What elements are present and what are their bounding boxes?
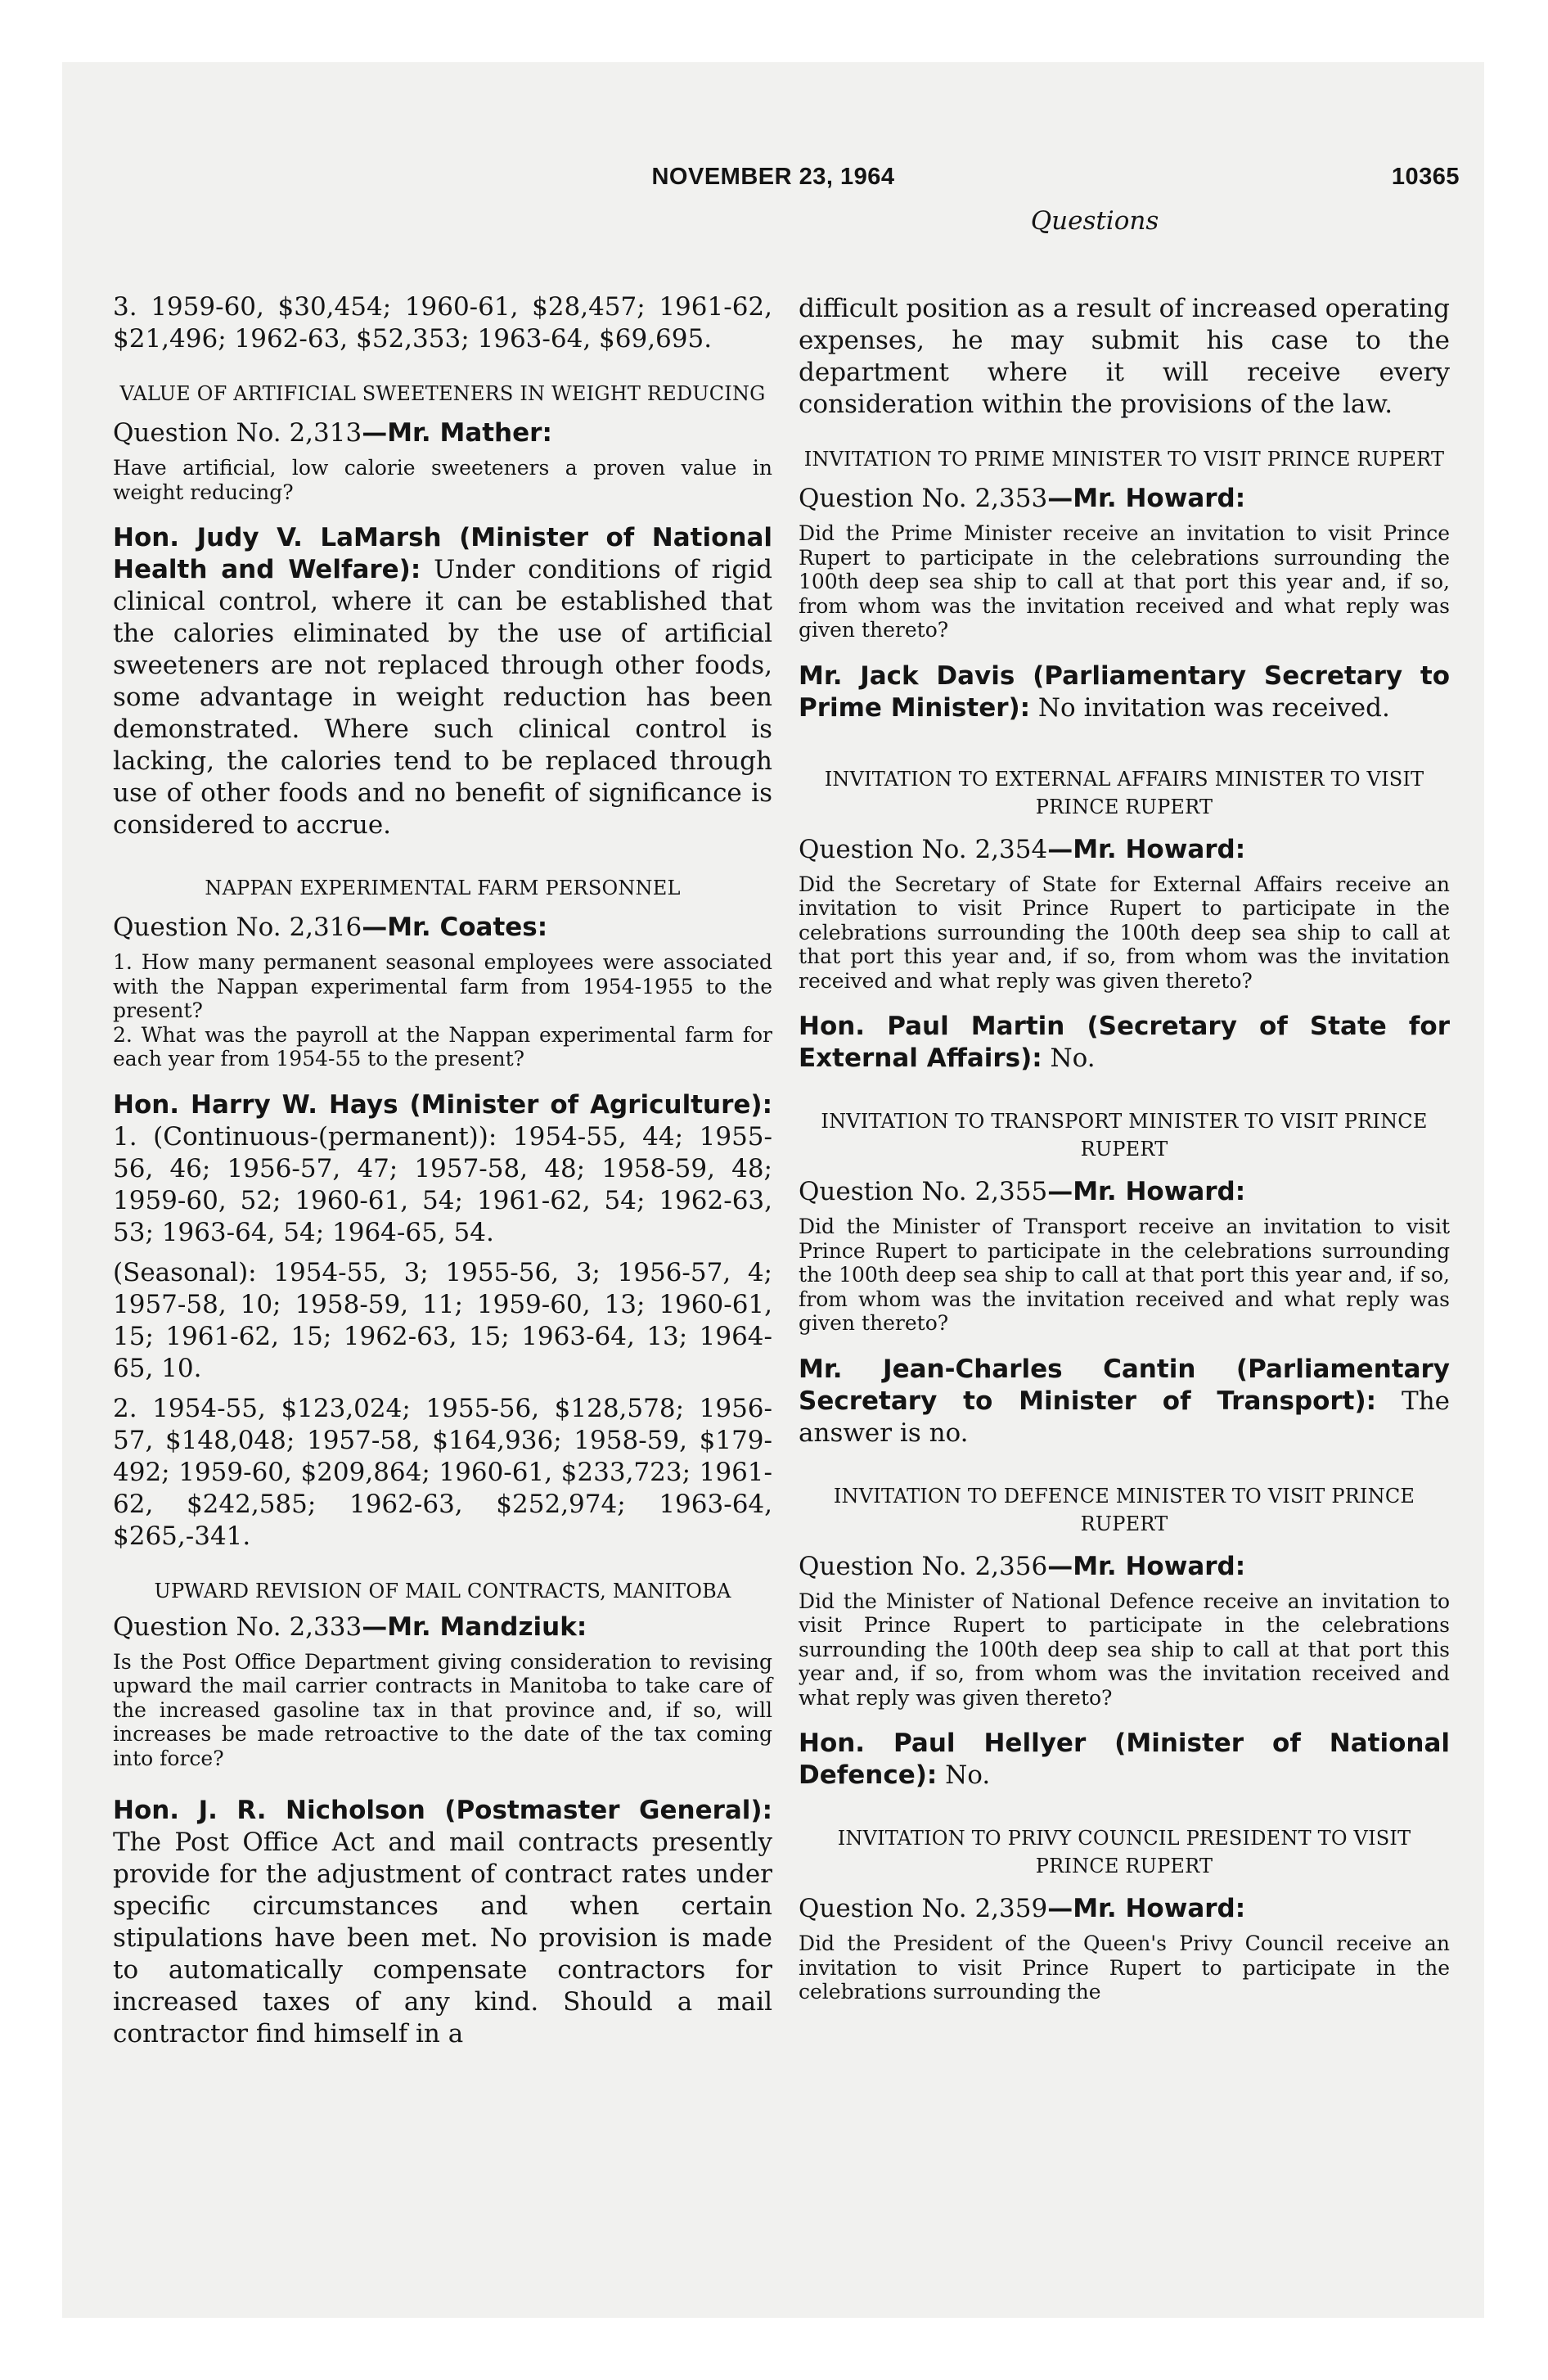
asker: —Mr. Mather: [362, 418, 552, 448]
responder: Hon. J. R. Nicholson (Postmaster General): [113, 1796, 772, 1825]
page-number: 10365 [1391, 164, 1460, 190]
answer-paragraph [113, 522, 772, 841]
question-number-line [799, 483, 1450, 515]
asker: —Mr. Howard: [1047, 1551, 1246, 1581]
answer-text: The Post Office Act and mail contracts presently provide for the adjustment of contract rates under specific circumstances and when certain stipulations have been met. No provision is made to automatically compensate contractors for increased taxes of any kind. Should a mail contractor find himself in a [113, 1828, 772, 2049]
answer-text: No invitation was received. [1030, 692, 1390, 723]
question-number: Question No. 2,313 [113, 418, 362, 448]
answer-text: No. [1042, 1044, 1096, 1073]
question-number: Question No. 2,356 [799, 1551, 1048, 1581]
question-text: Did the Minister of Transport receive an invitation to visit Prince Rupert to participate in the celebrations surrounding the 100th deep sea ship to call at that port this year and, if so, from whom was the invitation received and what reply was given thereto? [799, 1215, 1450, 1335]
answer-text: The answer is no. [799, 1386, 1451, 1448]
asker: —Mr. Coates: [362, 913, 548, 942]
responder: Hon. Harry W. Hays (Minister of Agriculture): [113, 1089, 772, 1120]
header-date: NOVEMBER 23, 1964 [651, 164, 895, 190]
responder: Hon. Paul Hellyer (Minister of National Defence): [799, 1729, 1450, 1790]
question-number-line [113, 1611, 772, 1643]
question-number-line [113, 912, 772, 944]
question-number: Question No. 2,353 [799, 484, 1048, 513]
question-number: Question No. 2,354 [799, 834, 1048, 864]
right-column [799, 293, 1450, 2004]
answer-paragraph: (Seasonal): 1954-55, 3; 1955-56, 3; 1956-57, 4; 1957-58, 10; 1958-59, 11; 1959-60, 13; 1960-61, 15; 1961-62, 15; 1962-63, 15; 1963-64, 13; 1964-65, 10. [113, 1257, 772, 1383]
asker: —Mr. Howard: [1047, 1894, 1246, 1923]
asker: —Mr. Mandziuk: [362, 1611, 587, 1642]
document-page [62, 62, 1484, 2318]
section-heading: NAPPAN EXPERIMENTAL FARM PERSONNEL [205, 877, 681, 899]
left-column [113, 291, 772, 2050]
question-text: Did the Prime Minister receive an invitation to visit Prince Rupert to participate in the celebrations surrounding the 100th deep sea ship to call at that port this year and, if so, from whom was the invitation received and what reply was given thereto? [799, 521, 1450, 642]
answer-text: Under conditions of rigid clinical control, where it can be established that the calories eliminated by the use of artificial sweeteners are not replaced through other foods, some advantage in weight reduction has been demonstrated. Where such clinical control is lacking, the calories tend to be replaced through use of other foods and no benefit of significance is considered to accrue. [113, 555, 772, 840]
answer-paragraph [113, 1795, 772, 2050]
question-text: Did the Secretary of State for External Affairs receive an invitation to visit Prince Rupert to participate in the celebrations surrounding the 100th deep sea ship to call at that port this year and, if so, from whom was the invitation received and what reply was given thereto? [799, 872, 1450, 993]
responder: Hon. Judy V. LaMarsh (Minister of National Health and Welfare): [113, 523, 772, 584]
answer-paragraph [799, 1354, 1450, 1449]
section-heading: INVITATION TO DEFENCE MINISTER TO VISIT PRINCE RUPERT [833, 1484, 1415, 1535]
answer-paragraph [113, 1089, 772, 1249]
question-text: 1. How many permanent seasonal employees were associated with the Nappan experimental farm from 1954-1955 to the present? [113, 950, 772, 1022]
asker: —Mr. Howard: [1047, 834, 1246, 864]
question-number-line [799, 1893, 1450, 1925]
answer-paragraph [799, 660, 1450, 724]
page-header [62, 164, 1484, 205]
section-heading: UPWARD REVISION OF MAIL CONTRACTS, MANITOBA [154, 1579, 731, 1602]
continued-answer: difficult position as a result of increased operating expenses, he may submit his case to the department where it will receive every consideration within the provisions of the law. [799, 294, 1450, 419]
answer-text: No. [937, 1760, 991, 1790]
answer-paragraph [799, 1728, 1450, 1792]
question-number: Question No. 2,316 [113, 913, 362, 942]
asker: —Mr. Howard: [1047, 1177, 1246, 1206]
answer-paragraph [799, 1011, 1450, 1075]
question-number: Question No. 2,355 [799, 1177, 1048, 1206]
section-heading: INVITATION TO EXTERNAL AFFAIRS MINISTER TO VISIT PRINCE RUPERT [824, 767, 1424, 818]
question-text: Did the President of the Queen's Privy Council receive an invitation to visit Prince Rupert to participate in the celebrations surrounding the [799, 1931, 1450, 2004]
question-number-line [799, 1551, 1450, 1583]
question-number: Question No. 2,359 [799, 1894, 1048, 1923]
section-label: Questions [1030, 206, 1159, 236]
question-text: 2. What was the payroll at the Nappan experimental farm for each year from 1954-55 to the present? [113, 1022, 772, 1071]
question-text: Is the Post Office Department giving consideration to revising upward the mail carrier contracts in Manitoba to take care of the increased gasoline tax in that province and, if so, will increases be made retroactive to the date of the tax coming into force? [113, 1649, 772, 1770]
continued-answer: 3. 1959-60, $30,454; 1960-61, $28,457; 1961-62, $21,496; 1962-63, $52,353; 1963-64, $69,695. [113, 292, 772, 354]
question-text: Have artificial, low calorie sweeteners a proven value in weight reducing? [113, 456, 772, 504]
question-number: Question No. 2,333 [113, 1611, 362, 1642]
answer-text: 1. (Continuous-(permanent)): 1954-55, 44; 1955-56, 46; 1956-57, 47; 1957-58, 48; 1958-59, 48; 1959-60, 52; 1960-61, 54; 1961-62, 54; 1962-63, 53; 1963-64, 54; 1964-65, 54. [113, 1121, 772, 1247]
answer-paragraph: 2. 1954-55, $123,024; 1955-56, $128,578; 1956-57, $148,048; 1957-58, $164,936; 1958-59, $179-492; 1959-60, $209,864; 1960-61, $233,723; 1961-62, $242,585; 1962-63, $252,974; 1963-64, $265,-341. [113, 1393, 772, 1551]
question-number-line [799, 834, 1450, 866]
section-heading: INVITATION TO PRIVY COUNCIL PRESIDENT TO VISIT PRINCE RUPERT [837, 1827, 1411, 1877]
question-text: Did the Minister of National Defence receive an invitation to visit Prince Rupert to participate in the celebrations surrounding the 100th deep sea ship to call at that port this year and, if so, from whom was the invitation received and what reply was given thereto? [799, 1589, 1450, 1710]
responder: Hon. Paul Martin (Secretary of State for External Affairs): [799, 1012, 1450, 1073]
section-heading: VALUE OF ARTIFICIAL SWEETENERS IN WEIGHT REDUCING [119, 382, 766, 405]
section-heading: INVITATION TO PRIME MINISTER TO VISIT PRINCE RUPERT [803, 448, 1445, 471]
asker: —Mr. Howard: [1047, 484, 1246, 513]
responder: Mr. Jack Davis (Parliamentary Secretary to Prime Minister): [799, 660, 1450, 723]
question-number-line [113, 417, 772, 449]
question-number-line [799, 1176, 1450, 1208]
responder: Mr. Jean-Charles Cantin (Parliamentary Secretary to Minister of Transport): [799, 1354, 1450, 1416]
section-heading: INVITATION TO TRANSPORT MINISTER TO VISIT PRINCE RUPERT [821, 1110, 1428, 1161]
